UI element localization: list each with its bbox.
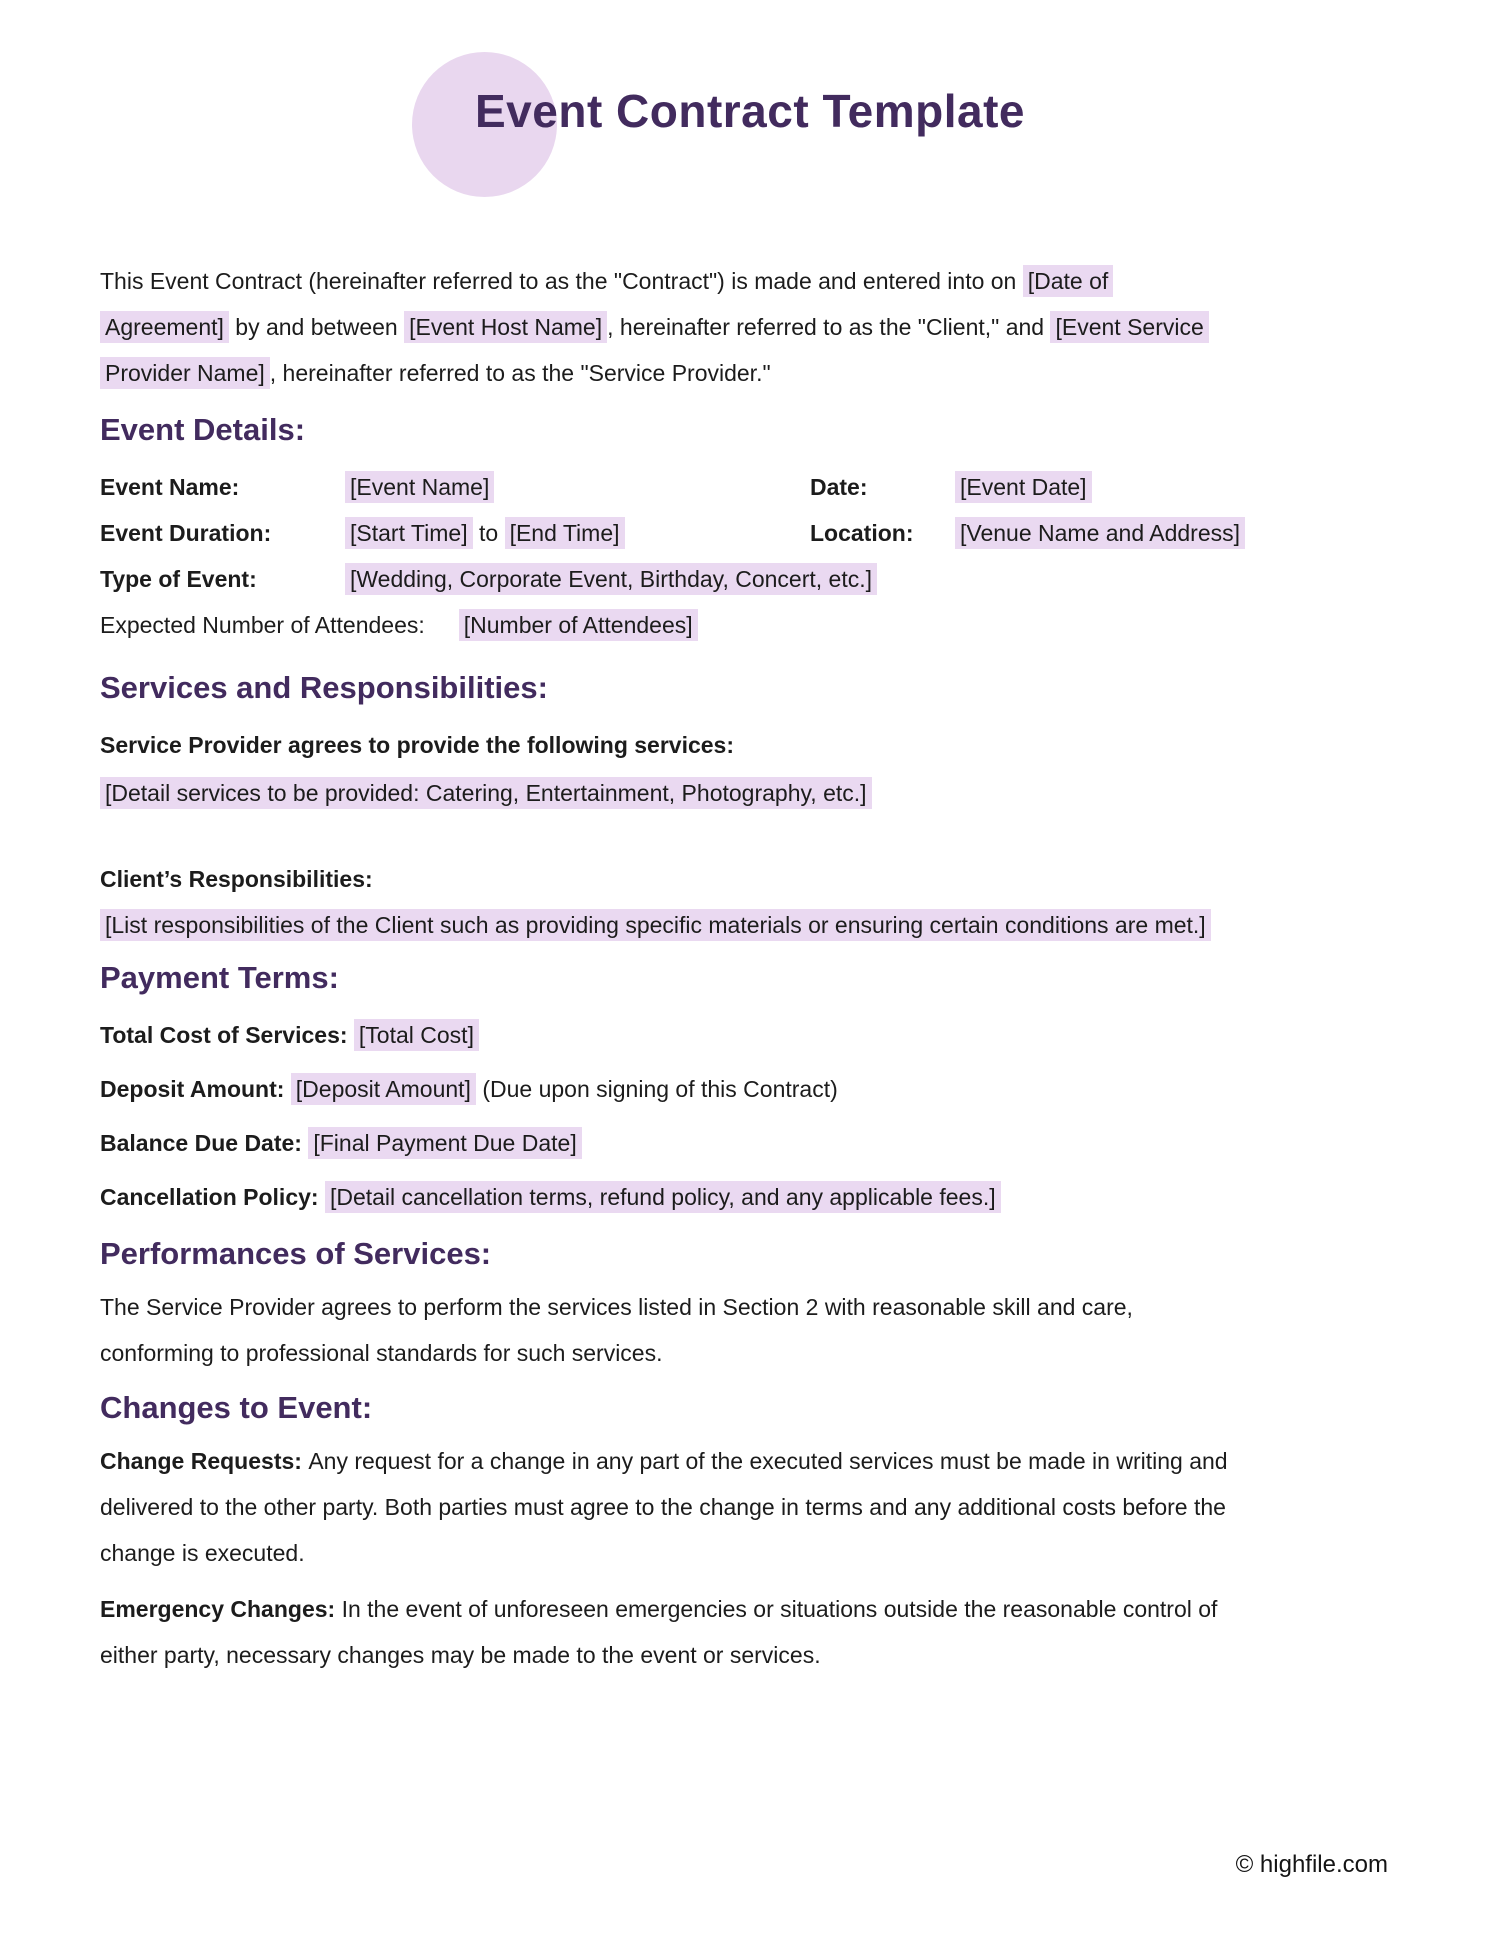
event-name-label: Event Name:: [100, 474, 240, 500]
section-heading-performance: Performances of Services:: [100, 1236, 492, 1271]
provider-services-detail: [100, 770, 1235, 816]
section-heading-services: Services and Responsibilities:: [100, 670, 548, 705]
emergency-changes-paragraph: Emergency Changes: In the event of unforeseen emergencies or situations outside the reasonable control of either party, necessary changes may be made to the event or services.: [100, 1596, 1218, 1668]
start-time-placeholder: [Start Time]: [345, 517, 473, 549]
event-name-value: [345, 464, 810, 510]
payment-row-cancellation: Cancellation Policy: [Detail cancellation terms, refund policy, and any applicable fees.]: [100, 1174, 1235, 1220]
duration-label: Event Duration:: [100, 520, 272, 546]
section-heading-payment: Payment Terms:: [100, 960, 339, 995]
attendees-value: [459, 602, 698, 648]
payment-row-deposit: Deposit Amount: [Deposit Amount] (Due upon signing of this Contract): [100, 1066, 1235, 1112]
location-value: [955, 510, 1245, 556]
type-of-event-label: Type of Event:: [100, 566, 257, 592]
title-block: [0, 0, 1500, 210]
client-responsibilities-label: Client’s Responsibilities:: [100, 866, 373, 892]
type-of-event-placeholder: [Wedding, Corporate Event, Birthday, Concert, etc.]: [345, 563, 877, 595]
location-label: Location:: [810, 520, 914, 546]
section-heading-event-details: Event Details:: [100, 412, 306, 447]
document-body: [0, 258, 1500, 1678]
event-name-placeholder: [Event Name]: [345, 471, 494, 503]
event-details-grid: [100, 464, 1241, 602]
location-placeholder: [Venue Name and Address]: [955, 517, 1245, 549]
date-value: [955, 464, 1245, 510]
date-placeholder: [Event Date]: [955, 471, 1092, 503]
end-time-placeholder: [End Time]: [505, 517, 625, 549]
duration-connector: to: [472, 520, 505, 546]
client-responsibilities-placeholder: [List responsibilities of the Client such as providing specific materials or ensuring certain conditions are met.]: [100, 909, 1211, 941]
section-heading-changes: Changes to Event:: [100, 1390, 373, 1425]
payment-row-total-cost: Total Cost of Services: [Total Cost]: [100, 1012, 1235, 1058]
payment-row-balance-due: Balance Due Date: [Final Payment Due Date]: [100, 1120, 1235, 1166]
change-requests-paragraph: Change Requests: Any request for a change in any part of the executed services must be made in writing and delivered to the other party. Both parties must agree to the change in terms and any additional costs before the change is executed.: [100, 1448, 1228, 1566]
attendees-label: Expected Number of Attendees:: [100, 612, 425, 638]
performance-paragraph: The Service Provider agrees to perform the services listed in Section 2 with reasonable skill and care, conforming to professional standards for such services.: [100, 1294, 1133, 1366]
provider-services-label: Service Provider agrees to provide the following services:: [100, 732, 735, 758]
intro-paragraph: This Event Contract (hereinafter referred to as the "Contract") is made and entered into on [Date of Agreement] by and between [Event Host Name] , hereinafter referred to as the "Client," and [Event Service Provider Name] , hereinafter referred to as the "Service Provider.": [100, 258, 1235, 396]
provider-services-placeholder: [Detail services to be provided: Catering, Entertainment, Photography, etc.]: [100, 777, 872, 809]
attendees-placeholder: [Number of Attendees]: [459, 609, 698, 641]
duration-value: [345, 510, 810, 556]
client-responsibilities-detail: [100, 902, 1235, 948]
attendees-row: [100, 602, 1235, 648]
copyright-footer: © highfile.com: [1235, 1851, 1388, 1878]
page-title: Event Contract Template: [475, 85, 1025, 137]
type-of-event-value: [345, 556, 1245, 602]
date-label: Date:: [810, 474, 868, 500]
